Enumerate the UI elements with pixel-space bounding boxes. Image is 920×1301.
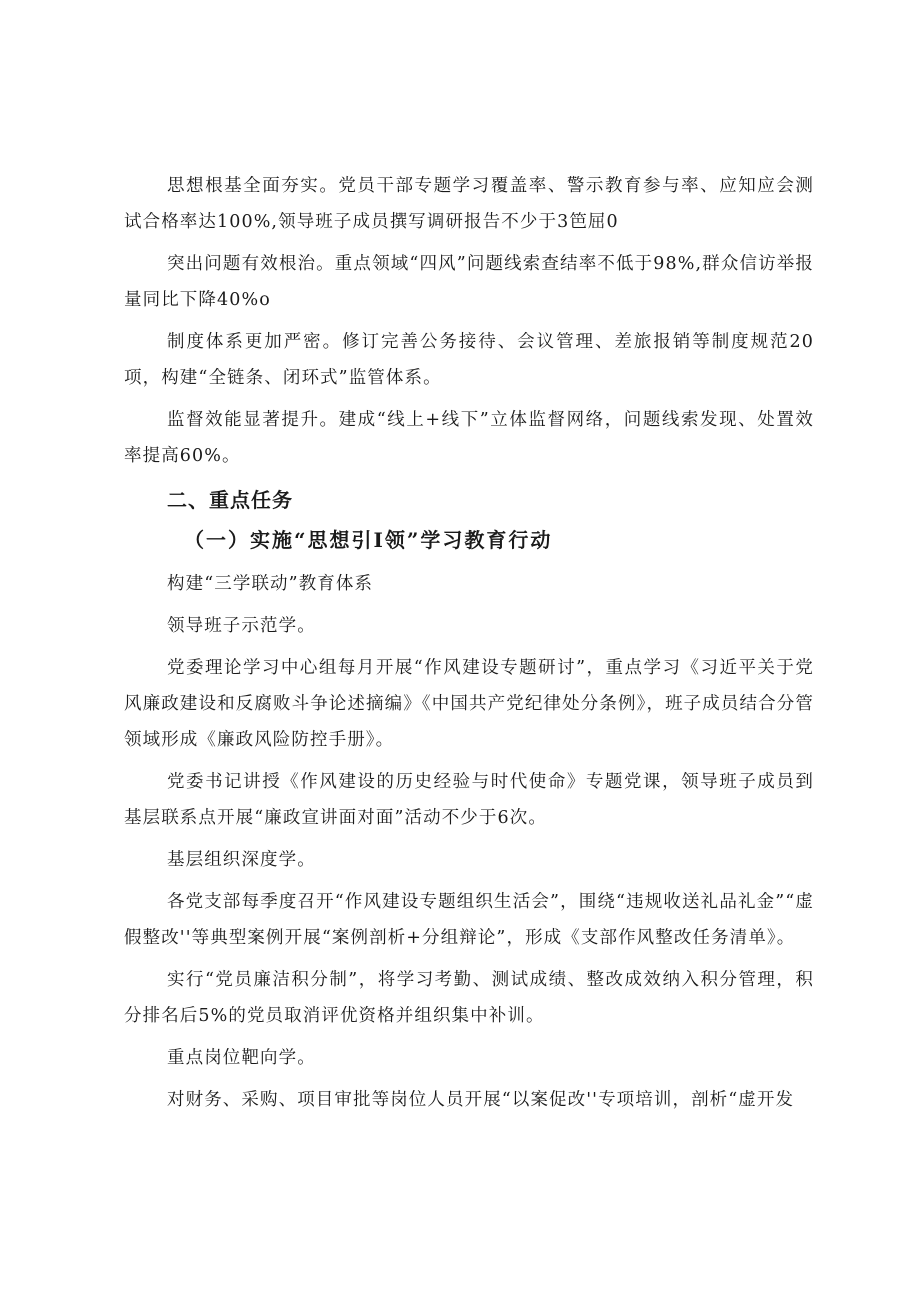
paragraph-party-committee-study: 党委理论学习中心组每月开展“作风建设专题研讨”，重点学习《习近平关于党风廉政建设和反腐败斗争论述摘编》《中国共产党纪律处分条例》，班子成员结合分管领域形成《廉政风险防控手册》。 <box>124 658 814 750</box>
paragraph-leadership-study: 领导班子示范学。 <box>167 616 316 636</box>
paragraph-supervision: 监督效能显著提升。建成“线上+线下”立体监督网络，问题线索发现、处置效率提高60%。 <box>124 410 814 466</box>
paragraph-integrity-points: 实行“党员廉洁积分制”，将学习考勤、测试成绩、整改成效纳入积分管理，积分排名后5%的党员取消评优资格并组织集中补训。 <box>124 970 814 1026</box>
subsection-heading-1: （一）实施“思想引I领”学习教育行动 <box>184 528 553 552</box>
paragraph-key-posts-study: 重点岗位靶向学。 <box>167 1048 316 1068</box>
section-heading-key-tasks: 二、重点任务 <box>167 488 293 512</box>
paragraph-education-system: 构建“三学联动”教育体系 <box>167 574 374 594</box>
paragraph-branch-meetings: 各党支部每季度召开“作风建设专题组织生活会”，围绕“违规收送礼品礼金”“虚假整改''等典型案例开展“案例剖析+分组辩论”，形成《支部作风整改任务清单》。 <box>124 892 814 948</box>
document-body <box>124 168 814 1118</box>
paragraph-party-lecture: 党委书记讲授《作风建设的历史经验与时代使命》专题党课，领导班子成员到基层联系点开展“廉政宣讲面对面”活动不少于6次。 <box>124 772 814 828</box>
paragraph-grassroots-study: 基层组织深度学。 <box>167 850 316 870</box>
paragraph-special-training: 对财务、采购、项目审批等岗位人员开展“以案促改''专项培训，剖析“虚开发 <box>167 1090 795 1110</box>
paragraph-thought-foundation: 思想根基全面夯实。党员干部专题学习覆盖率、警示教育参与率、应知应会测试合格率达100%,领导班子成员撰写调研报告不少于3笆屈0 <box>124 176 814 232</box>
paragraph-problem-solving: 突出问题有效根治。重点领域“四风”问题线索查结率不低于98%,群众信访举报量同比下降40%o <box>124 254 814 310</box>
paragraph-system-building: 制度体系更加严密。修订完善公务接待、会议管理、差旅报销等制度规范20项，构建“全链条、闭环式”监管体系。 <box>124 332 814 388</box>
